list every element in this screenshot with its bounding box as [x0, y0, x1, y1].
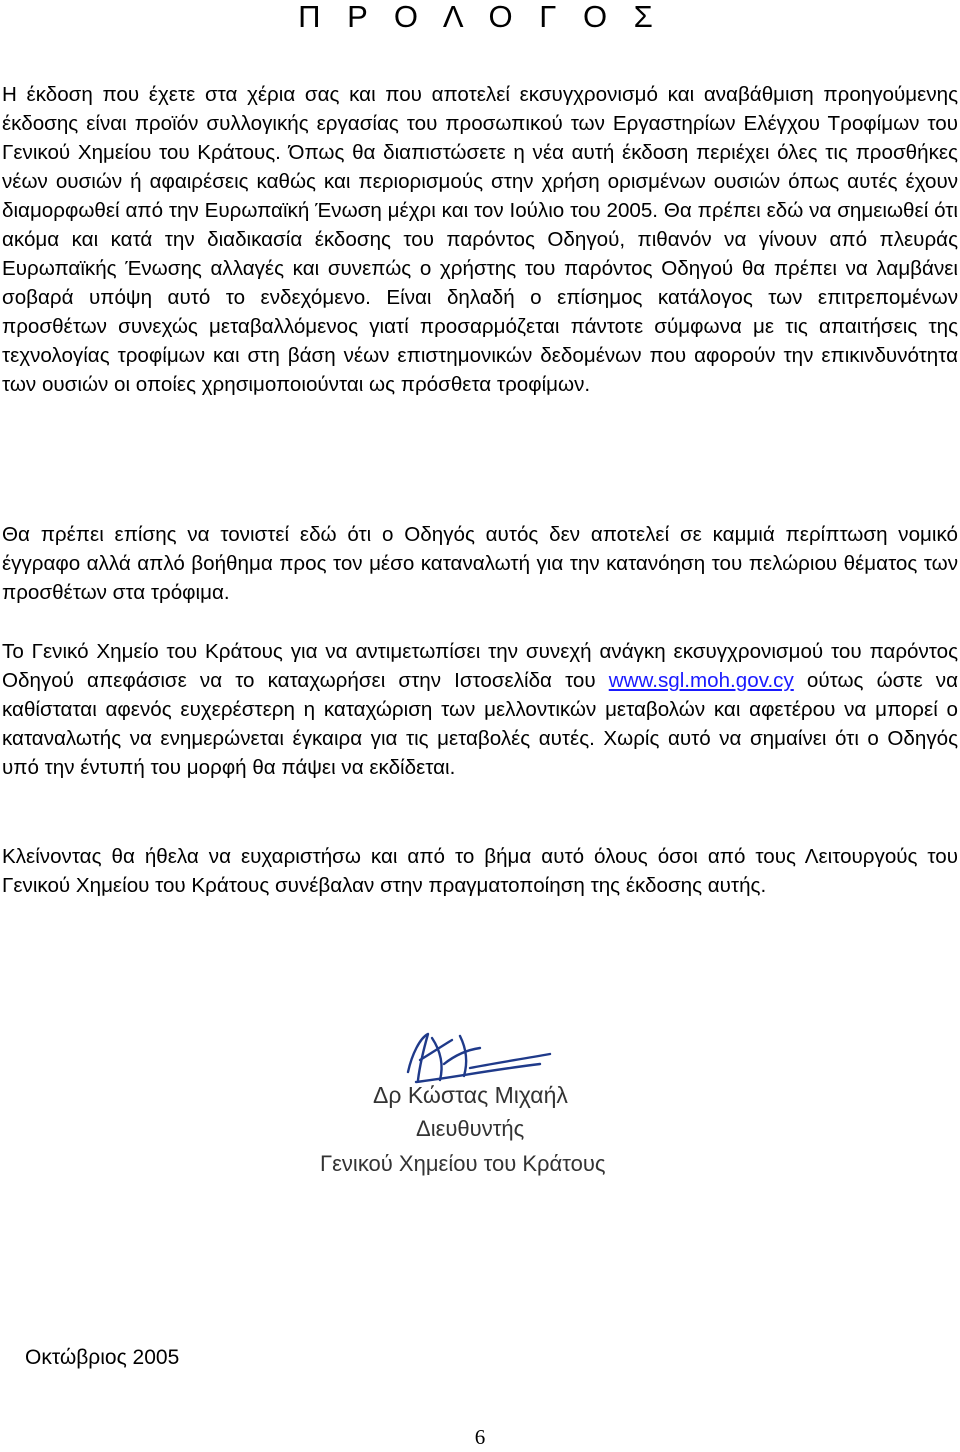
signature-organization: Γενικού Χημείου του Κράτους — [320, 1151, 606, 1176]
signature-name: Δρ Κώστας Μιχαήλ — [373, 1082, 568, 1108]
page-title: Π Ρ Ο Λ Ο Γ Ο Σ — [298, 0, 662, 34]
paragraph-disclaimer: Θα πρέπει επίσης να τονιστεί εδώ ότι ο Οδηγός αυτός δεν αποτελεί σε καμμιά περίπτωση νομικό έγγραφο αλλά απλό βοήθημα προς τον μέσο καταναλωτή για την κατανόηση του πελώριου θέματος των προσθέτων στα τρόφιμα. — [2, 523, 958, 604]
document-date: Οκτώβριος 2005 — [25, 1346, 180, 1369]
signature-role: Διευθυντής — [416, 1116, 525, 1141]
signature-block — [320, 1020, 790, 1195]
page-number: 6 — [474, 1425, 486, 1449]
paragraph-website — [2, 637, 958, 782]
paragraph-intro: Η έκδοση που έχετε στα χέρια σας και που αποτελεί εκσυγχρονισμό και αναβάθμιση προηγούμενης έκδοσης είναι προϊόν συλλογικής εργασίας του προσωπικού των Εργαστηρίων Ελέγχου Τροφίμων του Γενικού Χημείου του Κράτους. Όπως θα διαπιστώσετε η νέα αυτή έκδοση περιέχει όλες τις προσθήκες νέων ουσιών ή αφαιρέσεις καθώς και περιορισμούς στην χρήση ορισμένων ουσιών όπως αυτές έχουν διαμορφωθεί από την Ευρωπαϊκή Ένωση μέχρι και τον Ιούλιο του 2005. Θα πρέπει εδώ να σημειωθεί ότι ακόμα και κατά την διαδικασία έκδοσης του παρόντος Οδηγού, πιθανόν να γίνουν από πλευράς Ευρωπαϊκής Ένωσης αλλαγές και συνεπώς ο χρήστης του παρόντος Οδηγού θα πρέπει να λαμβάνει σοβαρά υπόψη αυτό το ενδεχόμενο. Είναι δηλαδή ο επίσημος κατάλογος των επιτρεπομένων προσθέτων συνεχώς μεταβαλλόμενος γιατί προσαρμόζεται πάντοτε σύμφωνα με τις απαιτήσεις της τεχνολογίας τροφίμων και στη βάση νέων επιστημονικών δεδομένων που αφορούν την επικινδυνότητα των ουσιών οι οποίες χρησιμοποιούνται ως πρόσθετα τροφίμων. — [2, 83, 958, 396]
website-link[interactable]: www.sgl.moh.gov.cy — [608, 669, 794, 692]
paragraph-website-text-after: ούτως ώστε να καθίσταται αφενός ευχερέστερη η καταχώριση των μελλοντικών μεταβολών και αφετέρου να μπορεί ο καταναλωτής να ενημερώνεται έγκαιρα για τις μεταβολές αυτές. Χωρίς αυτό να σημαίνει ότι ο Οδηγός υπό την έντυπή του μορφή θα πάψει να εκδίδεται. — [2, 669, 958, 779]
paragraph-website-text-before: Το Γενικό Χημείο του Κράτους για να αντιμετωπίσει την συνεχή ανάγκη εκσυγχρονισμού του παρόντος Οδηγού απεφάσισε να το καταχωρήσει στην Ιστοσελίδα του — [2, 640, 958, 692]
paragraph-closing: Κλείνοντας θα ήθελα να ευχαριστήσω και από το βήμα αυτό όλους όσοι από τους Λειτουργούς του Γενικού Χημείου του Κράτους συνέβαλαν στην πραγματοποίηση της έκδοσης αυτής. — [2, 845, 958, 897]
